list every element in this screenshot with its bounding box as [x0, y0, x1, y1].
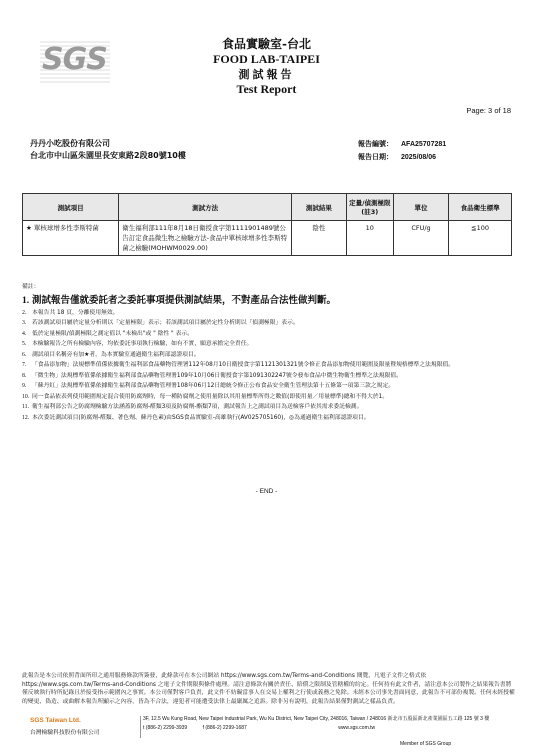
- note-item: [22, 308, 512, 319]
- report-number-label: 報告編號：: [358, 140, 393, 148]
- note-number: 4.: [22, 330, 27, 337]
- footer-website: www.sgs.com.tw: [338, 725, 376, 731]
- footer-fax: f (886-2) 2299-1687: [202, 725, 247, 731]
- footer-company-cn: 台灣檢驗科技股份有限公司: [30, 730, 100, 736]
- note-text: 若該測試項目屬於定量分析則以「定量極限」表示；若該測試項目屬於定性分析則以「偵測極限」表示。: [32, 320, 299, 326]
- note-number: 7.: [22, 362, 27, 368]
- note-text: 本檢驗報告之所有檢驗內容，均依委託事項執行檢驗，如有不實，願意承擔完全責任。: [32, 341, 253, 347]
- footer-phone: t (886-2) 2299-3939: [143, 725, 188, 731]
- cell-result: 陰性: [292, 221, 347, 256]
- note-text: 同一食品依表列使用範圍規定混合使用防腐劑時，每一種防腐劑之使用量除以其用量標準所得之數值(即使用量／用量標準)總和不得大於1。: [32, 393, 389, 400]
- footer-divider: [140, 716, 141, 738]
- cell-method: 衛生福利部111年8月18日衛授食字第1111901489號公告訂定食品微生物之檢驗方法-食品中單核球增多性李斯特菌之檢驗(MOHWM0029.00): [119, 221, 292, 256]
- lab-title-en: FOOD LAB-TAIPEI: [213, 52, 320, 66]
- report-meta: [358, 138, 446, 164]
- note-number: 2.: [22, 309, 27, 316]
- cell-item: ★ 單核球增多性李斯特菌: [23, 221, 119, 256]
- report-number: AFA25707281: [401, 141, 447, 148]
- note-item: [22, 294, 512, 308]
- note-number: 5.: [22, 341, 27, 347]
- note-text: 衛生福利部公告之防腐劑檢驗方法涵蓋防腐劑-醛類3項及防腐劑-酯類7項，測試報告上之測試項目為送檢客戶依其需求委託檢測。: [32, 404, 363, 410]
- note-text: 測試項目名稱旁有加★者，為本實驗室通過衛生福利部認證項目。: [32, 351, 200, 358]
- page-number: Page: 3 of 18: [466, 106, 511, 115]
- footer-address-block: [143, 715, 489, 733]
- note-item: [22, 360, 512, 371]
- note-item: [22, 371, 512, 382]
- client-block: [30, 138, 186, 162]
- footer-company-en: SGS Taiwan Ltd.: [30, 717, 81, 724]
- note-text: 「蘇丹紅」法規標準值係依據衛生福利部食品藥物管理署108年06月12日總統令修正公布食品安全衛生管理法第十五條第一項第三款之規定。: [32, 383, 395, 389]
- col-header-unit: 單位: [393, 194, 448, 221]
- note-item: [22, 350, 512, 361]
- note-text: 「食品添加物」法規標準值係依據衛生福利部食品藥物管理署112年08月10日衛授食字第1121301321號令修正食品添加物使用範圍及限量暨規格標準之法規限值。: [32, 362, 455, 368]
- col-header-standard: 食品衛生標準: [449, 194, 512, 221]
- note-text: 本次委託測試項目(防腐劑-醛類、著色劑、蘇丹色素)由SGS食品實驗室-高雄執行(AV025705160)，◎為通過衛生福利部認證項目。: [32, 414, 370, 421]
- note-item: [22, 381, 512, 392]
- note-item: [22, 329, 512, 340]
- note-number: 8.: [22, 372, 27, 379]
- col-header-result: 測試結果: [292, 194, 347, 221]
- report-date-label: 報告日期：: [358, 153, 393, 161]
- note-number: 10.: [22, 393, 30, 400]
- note-item: [22, 402, 512, 413]
- report-title-en: Test Report: [236, 82, 297, 96]
- results-table: [22, 193, 512, 256]
- note-number: 9.: [22, 383, 27, 389]
- table-header-row: [23, 194, 512, 221]
- client-name: 丹丹小吃股份有限公司: [30, 139, 110, 148]
- end-marker: - END -: [255, 488, 278, 495]
- col-header-item: 測試項目: [23, 194, 119, 221]
- note-item: [22, 392, 512, 403]
- col-header-limit: 定量/偵測極限(註3): [346, 194, 393, 221]
- note-item: [22, 413, 512, 424]
- report-date-row: [358, 151, 446, 164]
- col-header-method: 測試方法: [119, 194, 292, 221]
- note-text: 測試報告僅就委託者之委託事項提供測試結果，不對產品合法性做判斷。: [32, 294, 337, 306]
- notes-section: [22, 282, 512, 423]
- note-item: [22, 339, 512, 350]
- footer-member: Member of SGS Group: [400, 741, 452, 747]
- note-item: [22, 318, 512, 329]
- legal-disclaimer: 此報告是本公司依照背面所印之通用服務條款所簽發，此條款可在本公司網站 https://www.sgs.com.tw/Terms-and-Conditions 閱覽，凡電子文件之格式依 https://www.sgs.com.tw/Terms-and-Conditions 之電子文件期限與條件處理。請注意條款有關於責任、賠償之限制及管轄權的約定。任何持有此文件者，請注意本公司製作之結果報告書將僅反映執行時所紀錄且於接受指示範圍內之事實。本公司僅對客戶負責，此文件不妨礙當事人在交易上權利之行使或義務之免除。未經本公司事先書面同意，此報告不可部份複製。任何未經授權的變更、偽造、或曲解本報告所顯示之內容，皆為不合法，違犯者可能遭受法律上最嚴厲之追訴。除非另有說明，此報告結果僅對測試之樣品負責。: [22, 673, 515, 705]
- footer-address: 3F, 12.5 Wu Kung Road, New Taipei Industrial Park, Wu Ku District, New Taipei City, 248016, Taiwan / 248016 新北市五股區新北產業園區五工路 125 號 3 樓: [143, 716, 490, 722]
- note-number: 1.: [22, 295, 30, 306]
- note-number: 3.: [22, 320, 27, 326]
- logo-text: SGS: [42, 42, 107, 77]
- note-text: 「微生物」法規標準值係依據衛生福利部食品藥物管理署109年10月06日衛授食字第1091302247號令發布食品中微生物衛生標準之法規限值。: [32, 372, 402, 379]
- lab-title-cn: 食品實驗室-台北: [222, 37, 311, 51]
- client-address: 台北市中山區朱園里長安東路2段80號10樓: [30, 151, 186, 160]
- note-number: 11.: [22, 404, 30, 410]
- report-title-cn: 測試報告: [238, 68, 295, 81]
- cell-unit: CFU/g: [393, 221, 448, 256]
- note-text: 低於定量極限/偵測極限之測定值以 "未檢出"或 " 陰性 " 表示。: [32, 330, 193, 337]
- note-number: 6.: [22, 351, 27, 358]
- notes-label: 備註：: [22, 284, 40, 290]
- report-number-row: [358, 138, 446, 151]
- report-title-block: [0, 36, 533, 97]
- note-number: 12.: [22, 414, 30, 421]
- footer-contact-row: [143, 724, 489, 733]
- cell-standard: ≦100: [449, 221, 512, 256]
- table-row: [23, 221, 512, 256]
- cell-limit: 10: [346, 221, 393, 256]
- report-date: 2025/08/06: [401, 154, 437, 161]
- note-text: 本報告共 18 頁，分離使用無效。: [32, 309, 119, 316]
